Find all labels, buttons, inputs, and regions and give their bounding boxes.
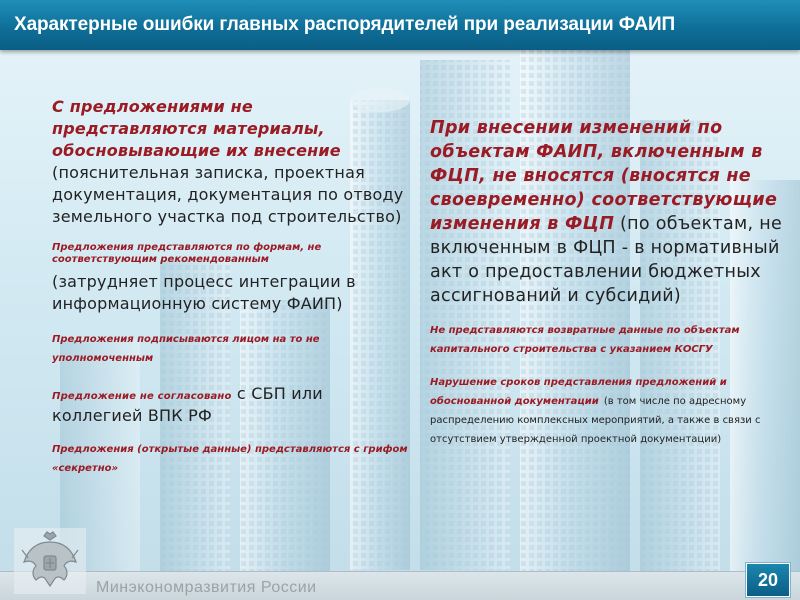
right-item-2 [430, 318, 785, 356]
left-item-1-emphasis: С предложениями не представляются материалы, обосновывающие их внесение [52, 97, 341, 160]
right-item-3-emphasis: Нарушение сроков представления предложений и обоснованной документации [430, 377, 727, 407]
right-item-3-detail: (в том числе по адресному распределению комплексных мероприятий, а также в связи с отсутствием утвержденной проектной документации) [430, 396, 761, 445]
right-item-1-detail: (по объектам, не включенным в ФЦП - в нормативный акт о предоставлении бюджетных ассигнований и субсидий) [430, 214, 783, 306]
page-number-badge: 20 [746, 563, 790, 597]
right-column [430, 116, 785, 456]
left-item-4-detail: с СБП или коллегией ВПК РФ [52, 384, 323, 425]
left-item-2-detail: (затрудняет процесс интеграции в информационную систему ФАИП) [52, 272, 356, 313]
footer-bar [0, 571, 800, 600]
title-bar [0, 0, 800, 50]
left-item-3 [52, 327, 412, 365]
left-item-1 [52, 96, 412, 228]
slide-title: Характерные ошибки главных распорядителей при реализации ФАИП [14, 14, 676, 35]
right-item-3 [430, 370, 785, 446]
left-item-2 [52, 242, 412, 315]
right-item-2-emphasis: Не представляются возвратные данные по объектам капитального строительства с указанием КОСГУ [430, 325, 740, 355]
left-item-4 [52, 383, 412, 427]
left-item-2-emphasis: Предложения представляются по формам, не соответствующим рекомендованным [52, 242, 322, 265]
left-item-1-detail: (пояснительная записка, проектная документация, документация по отводу земельного участка под строительство) [52, 163, 404, 226]
left-item-3-emphasis: Предложения подписываются лицом на то не уполномоченным [52, 334, 320, 364]
left-item-4-emphasis: Предложение не согласовано [52, 391, 232, 402]
right-item-1 [430, 116, 785, 308]
coat-of-arms-icon [14, 528, 86, 594]
right-item-1-emphasis: При внесении изменений по объектам ФАИП, включенным в ФЦП, не вносятся (вносятся не своевременно) соответствующие изменения в ФЦП [430, 118, 778, 234]
footer-org-name: Минэкономразвития России [96, 579, 317, 596]
left-item-5-emphasis: Предложения (открытые данные) представляются с грифом «секретно» [52, 444, 408, 474]
left-column [52, 96, 412, 485]
left-item-5 [52, 437, 412, 475]
